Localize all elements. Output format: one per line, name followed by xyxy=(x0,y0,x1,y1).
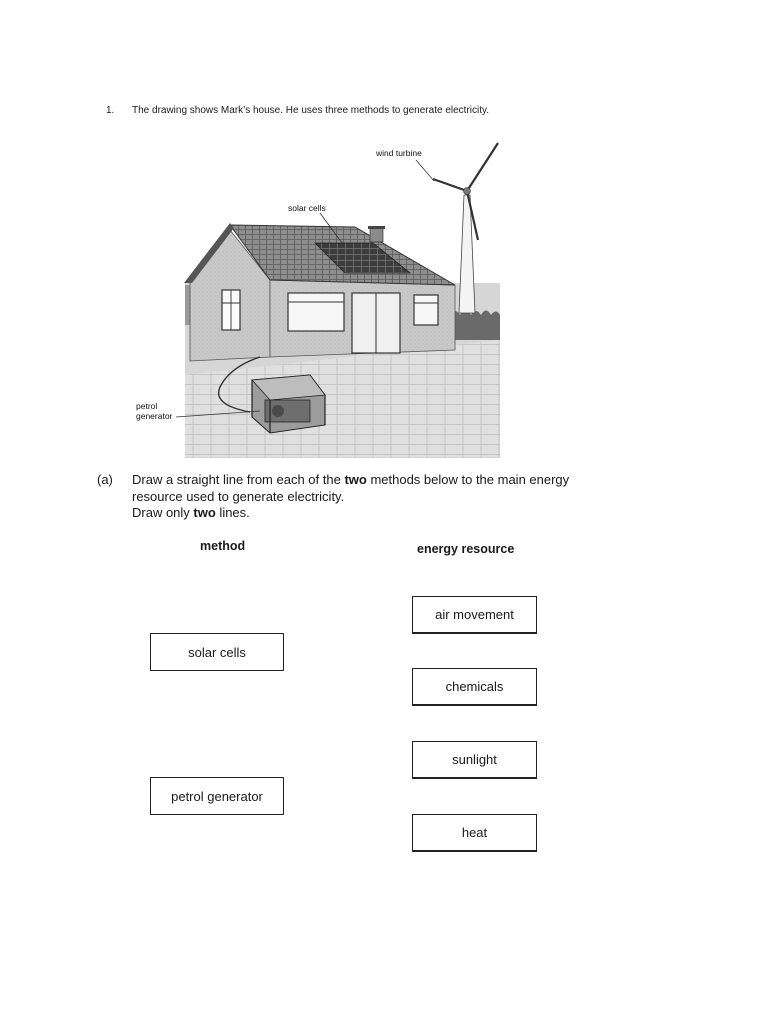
energy-resource-heading: energy resource xyxy=(417,542,515,556)
part-a-letter: (a) xyxy=(97,472,113,487)
house-illustration xyxy=(130,135,510,460)
method-heading: method xyxy=(200,539,246,553)
method-box-petrol-generator[interactable]: petrol generator xyxy=(150,777,284,815)
label-petrol-generator: petrol generator xyxy=(136,401,173,421)
label-solar-cells: solar cells xyxy=(288,203,326,213)
resource-box-sunlight[interactable]: sunlight xyxy=(412,741,537,779)
resource-box-air-movement[interactable]: air movement xyxy=(412,596,537,634)
part-a-text: Draw a straight line from each of the two methods below to the main energy resource used to generate electricity. Draw only two lines. xyxy=(132,472,570,520)
resource-box-chemicals[interactable]: chemicals xyxy=(412,668,537,706)
question-text: The drawing shows Mark’s house. He uses three methods to generate electricity. xyxy=(132,105,490,116)
question-number: 1. xyxy=(106,105,115,116)
resource-box-heat[interactable]: heat xyxy=(412,814,537,852)
method-box-solar-cells[interactable]: solar cells xyxy=(150,633,284,671)
label-leader-lines xyxy=(130,135,510,460)
label-wind-turbine: wind turbine xyxy=(376,148,422,158)
